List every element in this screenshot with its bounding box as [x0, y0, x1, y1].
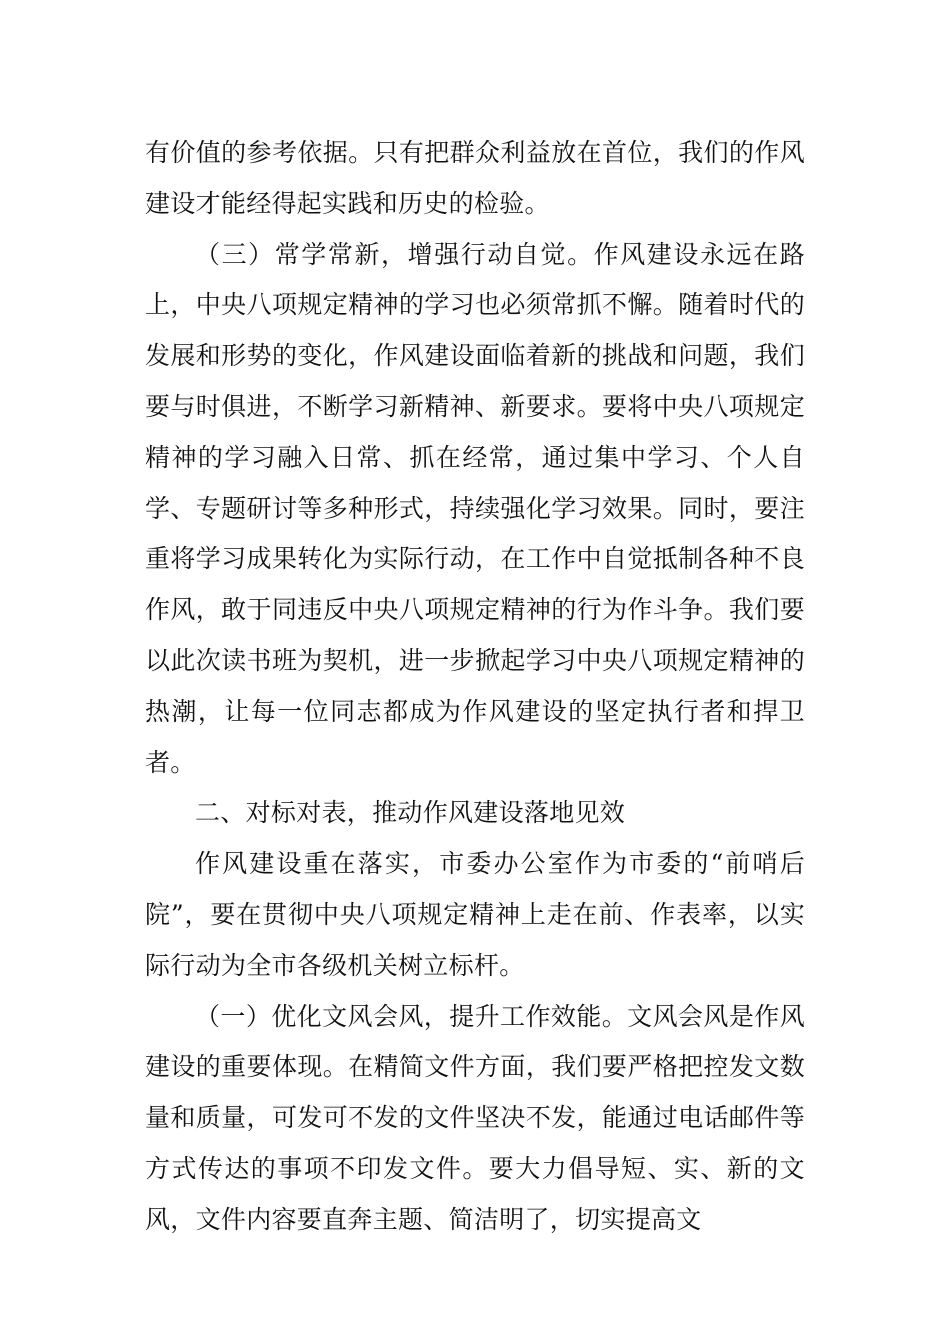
- paragraph-section-2-1: （一）优化文风会风，提升工作效能。文风会风是作风建设的重要体现。在精简文件方面，我们要严格把控发文数量和质量，可发可不发的文件坚决不发，能通过电话邮件等方式传达的事项不印发文件。要大力倡导短、实、新的文风，文件内容要直奔主题、简洁明了，切实提高文: [145, 1001, 805, 1234]
- paragraph-section-1-3: （三）常学常新，增强行动自觉。作风建设永远在路上，中央八项规定精神的学习也必须常抓不懈。随着时代的发展和形势的变化，作风建设面临着新的挑战和问题，我们要与时俱进，不断学习新精神、新要求。要将中央八项规定精神的学习融入日常、抓在经常，通过集中学习、个人自学、专题研讨等多种形式，持续强化学习效果。同时，要注重将学习成果转化为实际行动，在工作中自觉抵制各种不良作风，敢于同违反中央八项规定精神的行为作斗争。我们要以此次读书班为契机，进一步掀起学习中央八项规定精神的热潮，让每一位同志都成为作风建设的坚定执行者和捍卫者。: [145, 239, 805, 777]
- body-text: [145, 128, 805, 1246]
- section-heading-2: 二、对标对表，推动作风建设落地见效: [195, 798, 626, 828]
- paragraph-continuation: 有价值的参考依据。只有把群众利益放在首位，我们的作风建设才能经得起实践和历史的检验。: [145, 138, 805, 218]
- paragraph-section-2-intro: 作风建设重在落实，市委办公室作为市委的“前哨后院”，要在贯彻中央八项规定精神上走在前、作表率，以实际行动为全市各级机关树立标杆。: [145, 849, 805, 980]
